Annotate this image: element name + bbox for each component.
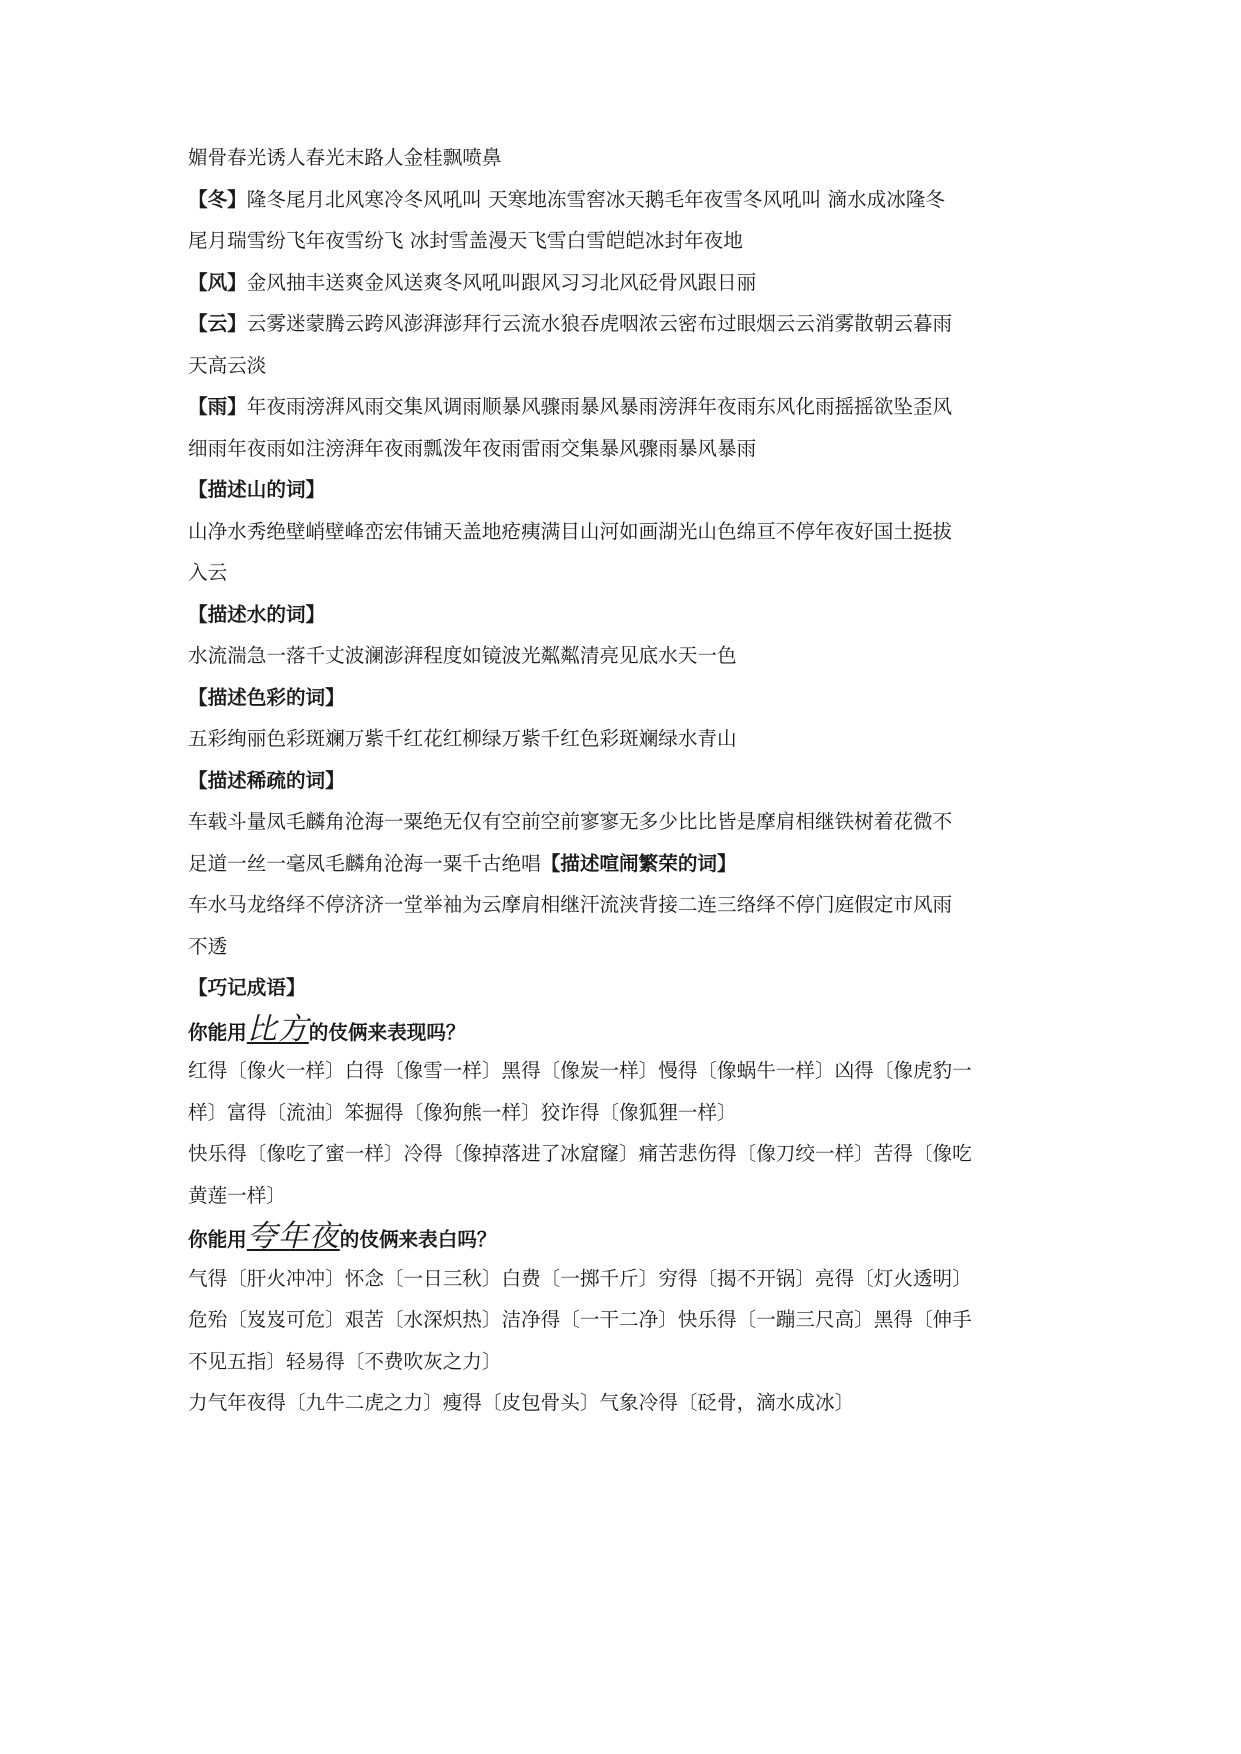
section-heading: 【描述色彩的词】 [188,686,345,709]
text-line: 气得〔肝火冲冲〕怀念〔一日三秋〕白费〔一掷千斤〕穷得〔揭不开锅〕亮得〔灯火透明〕 [188,1267,972,1290]
question-suffix: 的伎俩来表现吗？ [308,1021,466,1044]
text-line: 车水马龙络绎不停济济一堂举袖为云摩肩相继汗流浃背接二连三络绎不停门庭假定市风雨 [188,893,953,916]
text-line: 入云 [188,561,228,584]
text-line: 水流湍急一落千丈波澜澎湃程度如镜波光粼粼清亮见底水天一色 [188,644,737,667]
inline-heading: 【描述喧闹繁荣的词】 [540,852,737,875]
text-line: 黄莲一样〕 [188,1184,286,1207]
question-heading [188,1214,1060,1260]
section-heading: 【巧记成语】 [188,976,306,999]
line-text: 金风抽丰送爽金风送爽冬风吼叫跟风习习北风砭骨风跟日丽 [246,271,757,294]
section-heading: 【描述稀疏的词】 [188,769,345,792]
text-line: 力气年夜得〔九牛二虎之力〕瘦得〔皮包骨头〕气象冷得〔砭骨，滴水成冰〕 [188,1391,855,1414]
category-label: 【雨】 [188,395,247,418]
text-line: 不见五指〕轻易得〔不费吹灰之力〕 [188,1350,502,1373]
text-line: 不透 [188,935,228,958]
text-line: 媚骨春光诱人春光末路人金桂飘喷鼻 [188,146,502,169]
text-line: 车载斗量凤毛麟角沧海一粟绝无仅有空前空前寥寥无多少比比皆是摩肩相继铁树着花微不 [188,810,953,833]
line-text: 年夜雨滂湃风雨交集风调雨顺暴风骤雨暴风暴雨滂湃年夜雨东风化雨摇摇欲坠歪风 [246,395,953,418]
text-line: 红得〔像火一样〕白得〔像雪一样〕黑得〔像炭一样〕慢得〔像蜗牛一样〕凶得〔像虎豹一 [188,1059,972,1082]
text-line: 五彩绚丽色彩斑斓万紫千红花红柳绿万紫千红色彩斑斓绿水青山 [188,727,737,750]
section-heading: 【描述水的词】 [188,603,326,626]
question-prefix: 你能用 [188,1021,247,1044]
labeled-line [188,177,1060,223]
category-label: 【风】 [188,271,247,294]
question-heading [188,1007,1060,1053]
line-text: 云雾迷蒙腾云跨风澎湃澎拜行云流水狼吞虎咽浓云密布过眼烟云云消雾散朝云暮雨 [246,312,953,335]
text-line: 天高云淡 [188,354,267,377]
text-line: 危殆〔岌岌可危〕艰苦〔水深炽热〕洁净得〔一干二净〕快乐得〔一蹦三尺高〕黑得〔伸手 [188,1308,972,1331]
text-line: 尾月瑞雪纷飞年夜雪纷飞 冰封雪盖漫天飞雪白雪皑皑冰封年夜地 [188,229,743,252]
question-suffix: 的伎俩来表白吗？ [339,1228,497,1251]
line-text: 足道一丝一毫凤毛麟角沧海一粟千古绝唱 [188,852,541,875]
text-line [188,841,1060,887]
category-label: 【冬】 [188,188,247,211]
labeled-line [188,384,1060,430]
labeled-line [188,260,1060,306]
text-line: 快乐得〔像吃了蜜一样〕冷得〔像掉落进了冰窟窿〕痛苦悲伤得〔像刀绞一样〕苦得〔像吃 [188,1142,972,1165]
line-text: 隆冬尾月北风寒冷冬风吼叫 天寒地冻雪窖冰天鹅毛年夜雪冬风吼叫 滴水成冰隆冬 [246,188,946,211]
labeled-line [188,301,1060,347]
section-heading: 【描述山的词】 [188,478,326,501]
emphasized-word: 比方 [246,1012,309,1047]
emphasized-word: 夸年夜 [246,1219,340,1254]
category-label: 【云】 [188,312,247,335]
text-line: 细雨年夜雨如注滂湃年夜雨瓢泼年夜雨雷雨交集暴风骤雨暴风暴雨 [188,437,757,460]
text-line: 样〕富得〔流油〕笨掘得〔像狗熊一样〕狡诈得〔像狐狸一样〕 [188,1101,737,1124]
text-line: 山净水秀绝壁峭壁峰峦宏伟铺天盖地疮痍满目山河如画湖光山色绵亘不停年夜好国土挺拔 [188,520,953,543]
question-prefix: 你能用 [188,1228,247,1251]
